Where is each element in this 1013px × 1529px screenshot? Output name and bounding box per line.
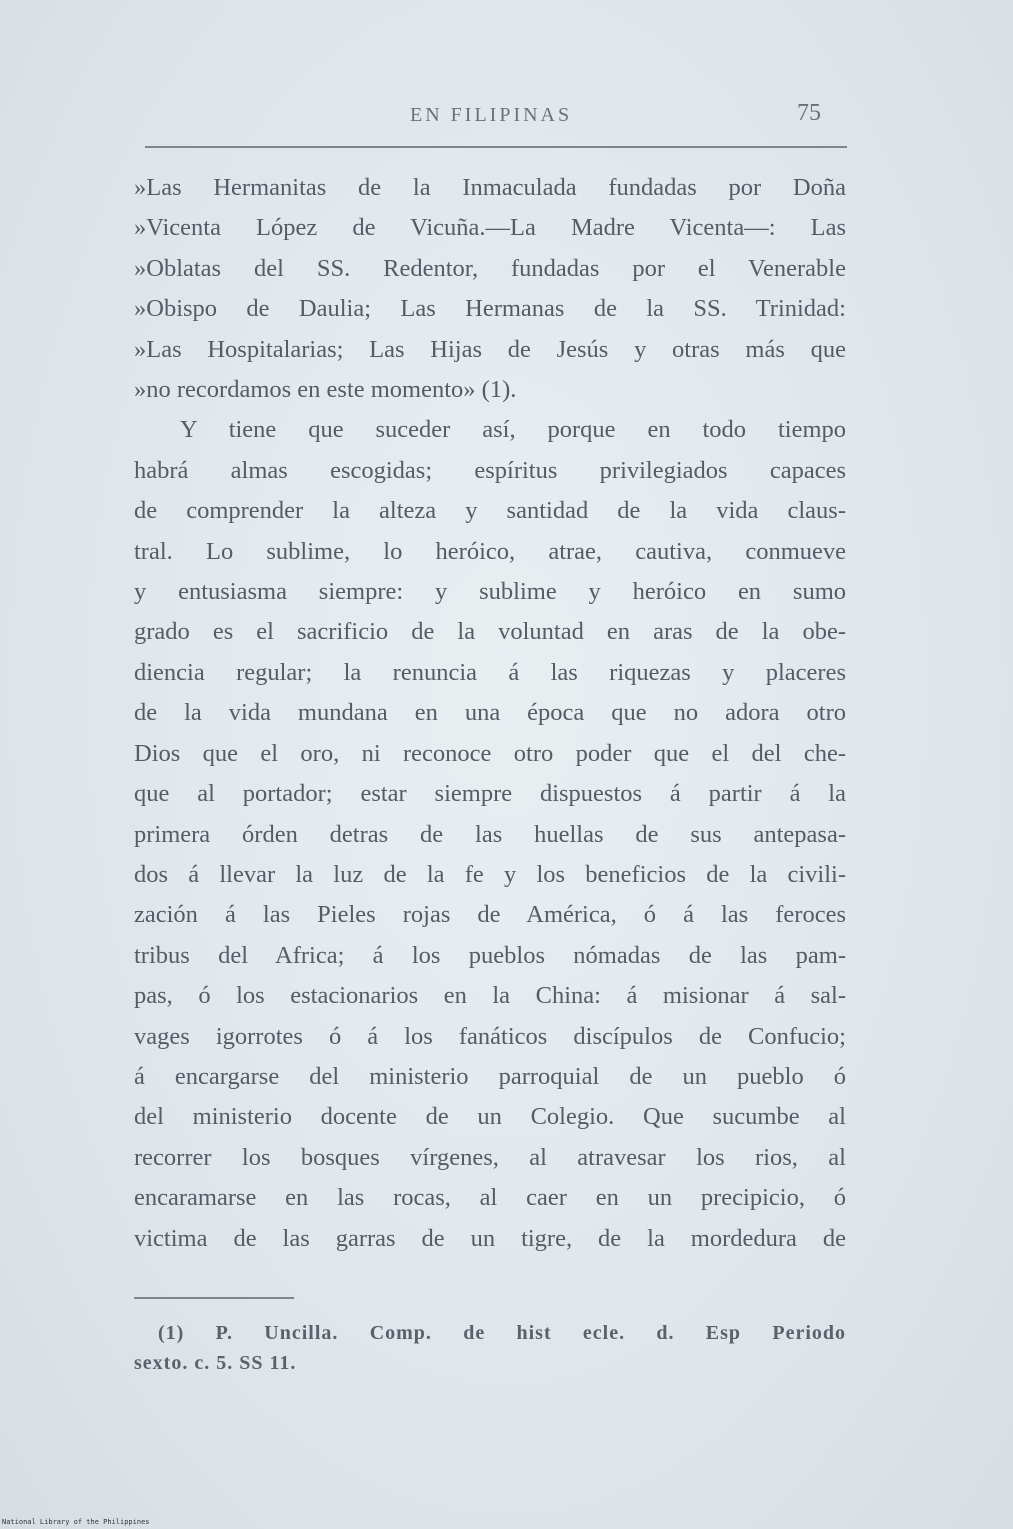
footnote-rule xyxy=(134,1297,294,1299)
text-line: »Las Hermanitas de la Inmaculada fundadas por Doña xyxy=(134,174,846,201)
text-line: de la vida mundana en una época que no adora otro xyxy=(134,699,846,727)
footnote xyxy=(134,1318,846,1378)
paragraph-quote xyxy=(134,168,846,410)
text-line: victima de las garras de un tigre, de la mordedura de xyxy=(134,1224,846,1252)
text-line: »Oblatas del SS. Redentor, fundadas por el Venerable xyxy=(134,254,846,282)
text-line: encaramarse en las rocas, al caer en un precipicio, ó xyxy=(134,1184,846,1212)
text-line: »no recordamos en este momento» (1). xyxy=(134,376,517,404)
text-line: Y tiene que suceder así, porque en todo tiempo xyxy=(180,416,846,444)
text-line: »Obispo de Daulia; Las Hermanas de la SS. Trinidad: xyxy=(134,295,846,323)
text-line: dos á llevar la luz de la fe y los beneficios de la civili- xyxy=(134,860,846,888)
footnote-line: sexto. c. 5. SS 11. xyxy=(134,1352,297,1374)
text-line: tribus del Africa; á los pueblos nómadas de las pam- xyxy=(134,941,846,969)
text-line: habrá almas escogidas; espíritus privilegiados capaces xyxy=(134,456,846,484)
body-text xyxy=(134,168,846,1259)
text-line: »Vicenta López de Vicuña.—La Madre Vicenta—: Las xyxy=(134,214,846,242)
text-line: vages igorrotes ó á los fanáticos discípulos de Confucio; xyxy=(134,1022,846,1050)
running-head xyxy=(145,100,845,136)
text-line: que al portador; estar siempre dispuestos á partir á la xyxy=(134,780,846,808)
header-rule xyxy=(145,146,847,148)
text-line: del ministerio docente de un Colegio. Que sucumbe al xyxy=(134,1103,846,1131)
text-line: diencia regular; la renuncia á las riquezas y placeres xyxy=(134,658,846,686)
text-line: Dios que el oro, ni reconoce otro poder que el del che- xyxy=(134,739,846,767)
paragraph-main xyxy=(134,410,846,1259)
text-line: tral. Lo sublime, lo heróico, atrae, cautiva, conmueve xyxy=(134,537,846,565)
text-line: grado es el sacrificio de la voluntad en aras de la obe- xyxy=(134,618,846,646)
text-line: pas, ó los estacionarios en la China: á misionar á sal- xyxy=(134,982,846,1010)
text-line: »Las Hospitalarias; Las Hijas de Jesús y otras más que xyxy=(134,335,846,363)
text-line: zación á las Pieles rojas de América, ó á las feroces xyxy=(134,901,846,929)
text-line: y entusiasma siempre: y sublime y heróico en sumo xyxy=(134,578,846,606)
text-line: á encargarse del ministerio parroquial de un pueblo ó xyxy=(134,1062,846,1090)
running-title: EN FILIPINAS xyxy=(410,104,573,126)
footnote-line: (1) P. Uncilla. Comp. de hist ecle. d. Esp Periodo xyxy=(158,1322,846,1344)
page-number: 75 xyxy=(797,100,821,126)
text-line: recorrer los bosques vírgenes, al atravesar los rios, al xyxy=(134,1143,846,1171)
text-line: primera órden detras de las huellas de sus antepasa- xyxy=(134,820,846,848)
library-credit: National Library of the Philippines xyxy=(2,1518,150,1526)
text-line: de comprender la alteza y santidad de la vida claus- xyxy=(134,497,846,525)
